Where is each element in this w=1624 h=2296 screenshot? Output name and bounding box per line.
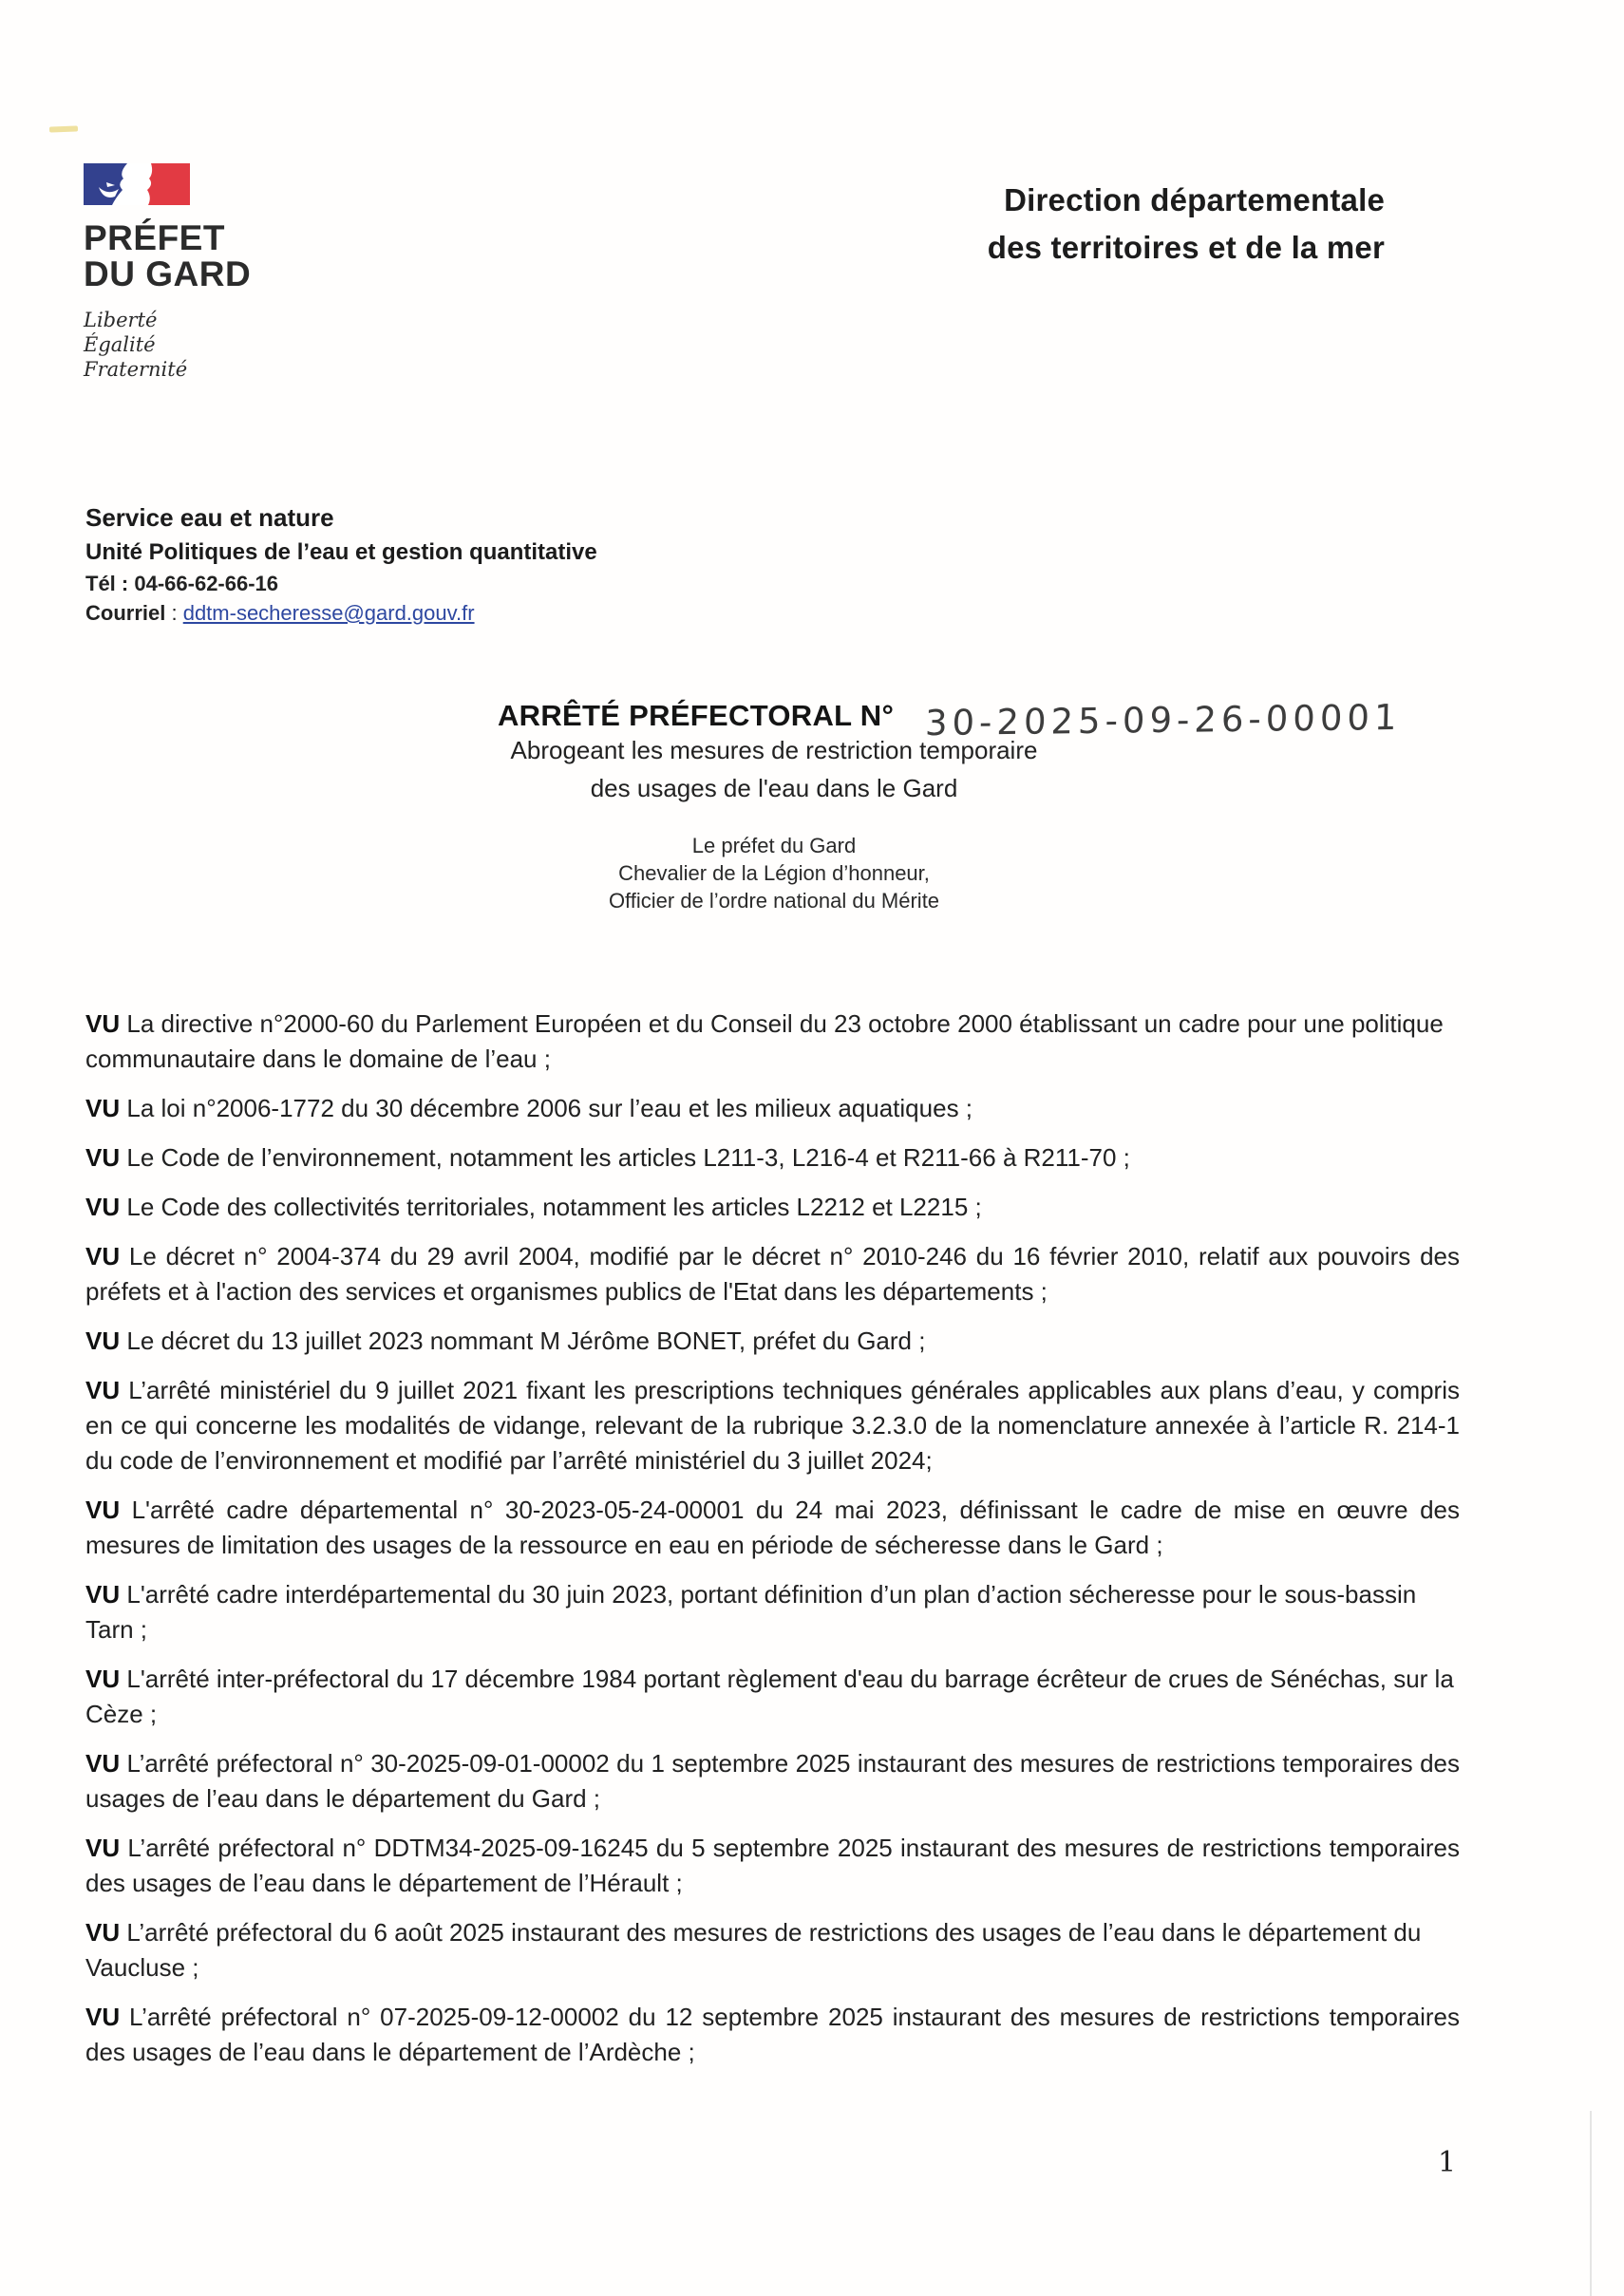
email-link[interactable]: ddtm-secheresse@gard.gouv.fr bbox=[182, 601, 475, 625]
vu-paragraph bbox=[85, 1007, 1460, 1077]
republic-motto bbox=[84, 308, 251, 382]
scan-edge-shadow bbox=[1590, 2111, 1592, 2296]
vu-lead: VU bbox=[85, 1496, 121, 1524]
vu-text: L’arrêté préfectoral n° 07-2025-09-12-00002 du 12 septembre 2025 instaurant des mesures de restrictions temporaires des usages de l’eau dans le département de l’Ardèche ; bbox=[85, 2003, 1460, 2066]
vu-text: Le décret du 13 juillet 2023 nommant M Jérôme BONET, préfet du Gard ; bbox=[126, 1327, 926, 1355]
email-line bbox=[85, 598, 597, 628]
prefecture-name bbox=[84, 220, 251, 292]
vu-text: L’arrêté préfectoral n° 30-2025-09-01-00002 du 1 septembre 2025 instaurant des mesures de restrictions temporaires des usages de l’eau dans le département du Gard ; bbox=[85, 1749, 1460, 1813]
vu-text: Le Code des collectivités territoriales, notamment les articles L2212 et L2215 ; bbox=[126, 1193, 982, 1221]
vu-lead: VU bbox=[85, 1143, 121, 1172]
vu-text: Le décret n° 2004-374 du 29 avril 2004, modifié par le décret n° 2010-246 du 16 février 2010, relatif aux pouvoirs des préfets et à l'action des services et organismes publics de l'Etat dans les départements ; bbox=[85, 1242, 1460, 1306]
vu-lead: VU bbox=[85, 1749, 121, 1778]
direction-header-line: Direction départementale bbox=[1004, 182, 1385, 217]
vu-lead: VU bbox=[85, 1376, 121, 1404]
authority-line: Officier de l’ordre national du Mérite bbox=[608, 889, 940, 913]
service-unit: Unité Politiques de l’eau et gestion quantitative bbox=[85, 539, 597, 565]
vu-text: L’arrêté préfectoral n° DDTM34-2025-09-16245 du 5 septembre 2025 instaurant des mesures de restrictions temporaires des usages de l’eau dans le département de l’Hérault ; bbox=[85, 1834, 1460, 1897]
vu-lead: VU bbox=[85, 1665, 121, 1693]
vu-text: L'arrêté cadre départemental n° 30-2023-05-24-00001 du 24 mai 2023, définissant le cadre de mise en œuvre des mesures de limitation des usages de la ressource en eau en période de sécheresse dans le Gard ; bbox=[85, 1496, 1460, 1559]
vu-paragraph bbox=[85, 1190, 1460, 1225]
authority-line: Le préfet du Gard bbox=[691, 834, 857, 857]
phone-number: 04-66-62-66-16 bbox=[134, 572, 279, 595]
vu-lead: VU bbox=[85, 2003, 121, 2031]
vu-paragraph bbox=[85, 1091, 1460, 1126]
vu-lead: VU bbox=[85, 1009, 121, 1038]
vu-lead: VU bbox=[85, 1242, 121, 1270]
vu-paragraph bbox=[85, 1577, 1460, 1647]
vu-paragraph bbox=[85, 2000, 1460, 2070]
authority-line: Chevalier de la Légion d’honneur, bbox=[618, 861, 930, 885]
vu-lead: VU bbox=[85, 1834, 121, 1862]
vu-paragraph bbox=[85, 1746, 1460, 1816]
vu-lead: VU bbox=[85, 1094, 121, 1122]
phone-line bbox=[85, 569, 597, 598]
vu-paragraph bbox=[85, 1493, 1460, 1563]
vu-text: L’arrêté préfectoral du 6 août 2025 instaurant des mesures de restrictions des usages de l’eau dans le département du Vaucluse ; bbox=[85, 1918, 1422, 1982]
vu-text: L'arrêté inter-préfectoral du 17 décembre 1984 portant règlement d'eau du barrage écrêteur de crues de Sénéchas, sur la Cèze ; bbox=[85, 1665, 1454, 1728]
vu-lead: VU bbox=[85, 1193, 121, 1221]
prefecture-name-line2: DU GARD bbox=[84, 254, 252, 293]
vu-text: L'arrêté cadre interdépartemental du 30 juin 2023, portant définition d’un plan d’action sécheresse pour le sous-bassin Tarn ; bbox=[85, 1580, 1417, 1644]
prefet-du-gard-logo bbox=[84, 163, 251, 382]
vu-paragraph bbox=[85, 1373, 1460, 1478]
vu-paragraph-list bbox=[85, 1007, 1460, 2084]
email-label: Courriel bbox=[85, 601, 166, 625]
vu-lead: VU bbox=[85, 1580, 121, 1609]
motto-line: Fraternité bbox=[84, 358, 188, 381]
motto-line: Égalité bbox=[84, 333, 156, 356]
vu-paragraph bbox=[85, 1662, 1460, 1732]
vu-lead: VU bbox=[85, 1918, 121, 1947]
prefecture-name-line1: PRÉFET bbox=[84, 218, 225, 257]
service-contact-block bbox=[85, 499, 597, 628]
decree-title-label: ARRÊTÉ PRÉFECTORAL N° bbox=[498, 699, 895, 732]
vu-paragraph bbox=[85, 1915, 1460, 1985]
vu-paragraph bbox=[85, 1140, 1460, 1176]
vu-text: La directive n°2000-60 du Parlement Européen et du Conseil du 23 octobre 2000 établissant un cadre pour une politique communautaire dans le domaine de l’eau ; bbox=[85, 1009, 1444, 1073]
decree-subtitle-line1: Abrogeant les mesures de restriction temporaire bbox=[510, 736, 1038, 764]
service-name: Service eau et nature bbox=[85, 503, 334, 532]
vu-text: La loi n°2006-1772 du 30 décembre 2006 sur l’eau et les milieux aquatiques ; bbox=[126, 1094, 973, 1122]
direction-header-line: des territoires et de la mer bbox=[987, 230, 1385, 265]
handwritten-decree-number: 30-2025-09-26-00001 bbox=[924, 696, 1402, 744]
decree-subtitle-line2: des usages de l'eau dans le Gard bbox=[590, 774, 958, 802]
marianne-flag-icon bbox=[84, 163, 190, 205]
signing-authority-block bbox=[85, 832, 1463, 914]
phone-separator: : bbox=[115, 572, 135, 595]
vu-text: Le Code de l’environnement, notamment les articles L211-3, L216-4 et R211-66 à R211-70 ; bbox=[126, 1143, 1130, 1172]
scan-artifact-mark bbox=[49, 125, 78, 132]
vu-paragraph bbox=[85, 1831, 1460, 1901]
motto-line: Liberté bbox=[84, 309, 158, 331]
vu-paragraph bbox=[85, 1324, 1460, 1359]
decree-subtitle bbox=[85, 731, 1463, 807]
vu-lead: VU bbox=[85, 1327, 121, 1355]
vu-text: L’arrêté ministériel du 9 juillet 2021 fixant les prescriptions techniques générales applicables aux plans d’eau, y compris en ce qui concerne les modalités de vidange, relevant de la rubrique 3.2.3.0 de la nomenclature annexée à l’article R. 214-1 du code de l’environnement et modifié par l’arrêté ministériel du 3 juillet 2024; bbox=[85, 1376, 1460, 1475]
direction-header bbox=[988, 177, 1385, 272]
phone-label: Tél bbox=[85, 572, 116, 595]
email-separator: : bbox=[165, 601, 183, 625]
vu-paragraph bbox=[85, 1239, 1460, 1309]
page-number: 1 bbox=[1438, 2146, 1457, 2179]
